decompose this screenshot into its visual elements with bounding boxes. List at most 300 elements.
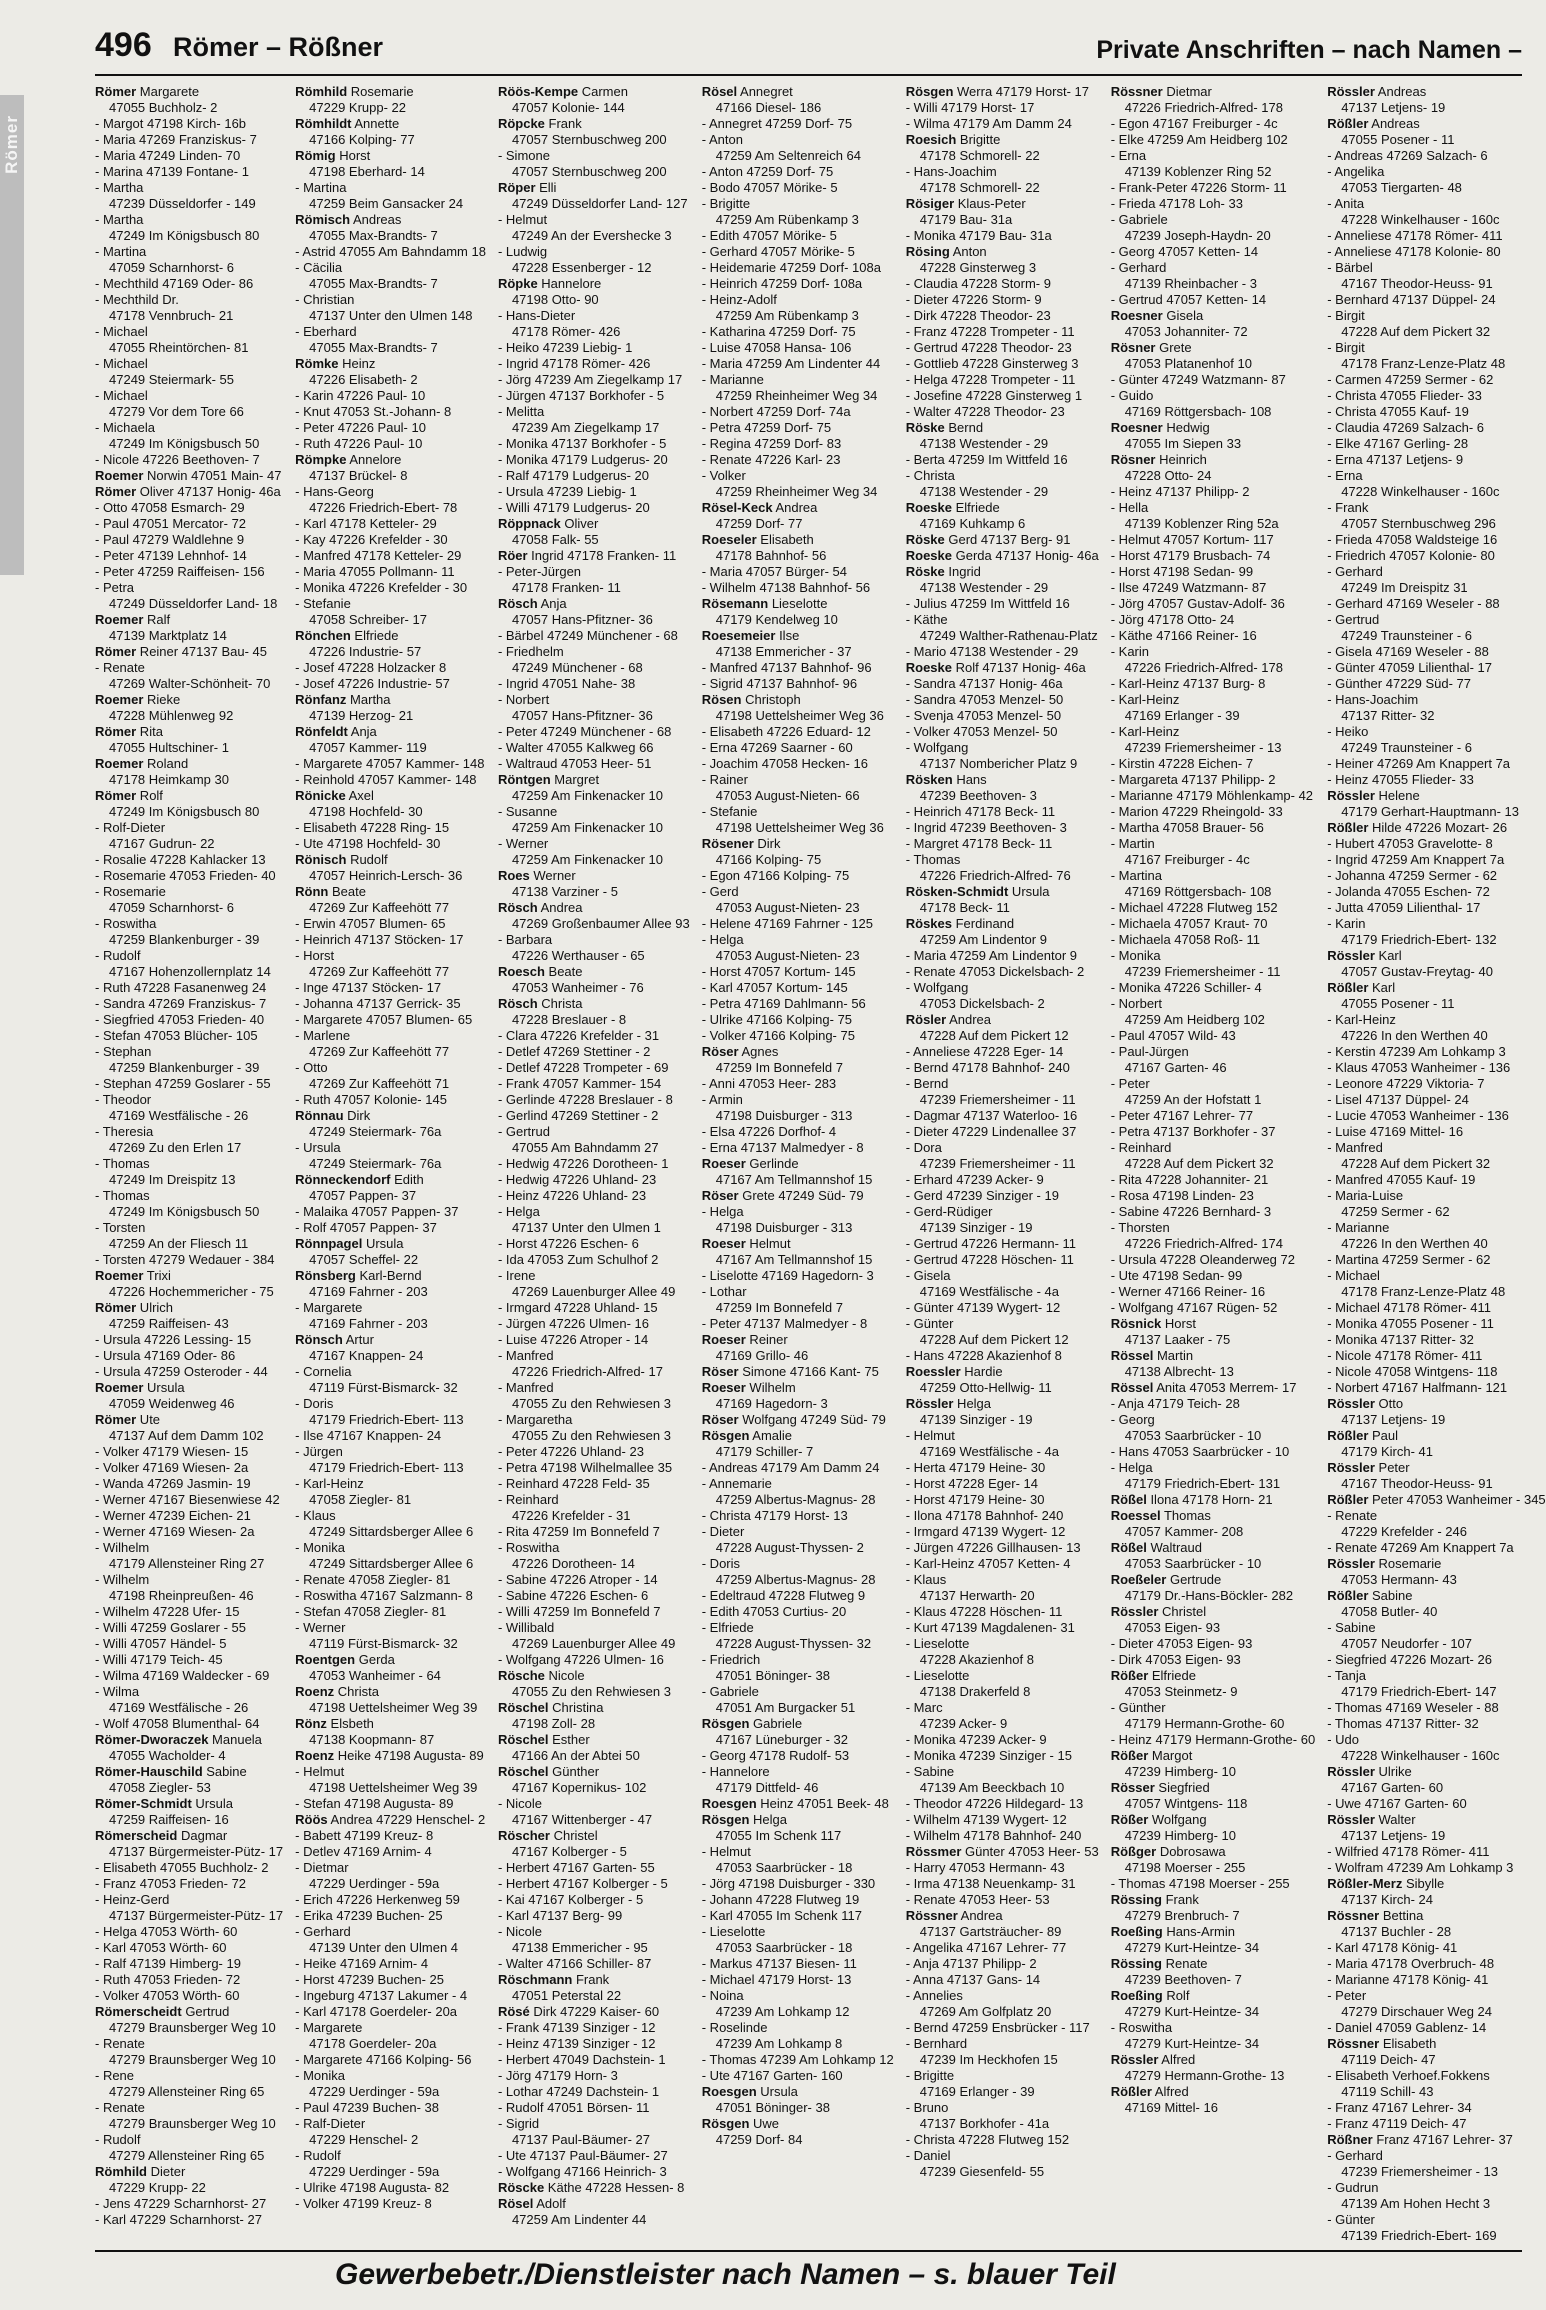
listing-subentry: - Elke 47259 Am Heidberg 102 (1110, 132, 1288, 147)
listing-entry (906, 84, 1099, 100)
listing-subentry: - Otto (295, 1060, 328, 1075)
listing-subentry: - Christa 47228 Flutweg 152 (905, 2132, 1070, 2147)
listing-entry (295, 1652, 486, 1668)
listing-address: 47166 Diesel- 186 (715, 100, 822, 115)
listing-subentry: - Rudolf (95, 2132, 141, 2147)
entry-details: Carmen (578, 84, 628, 99)
listing-address: 47198 Moerser - 255 (1124, 1860, 1246, 1875)
listing-address: 47167 Gudrun- 22 (109, 836, 215, 851)
listing-subentry: - Rosalie 47228 Kahlacker 13 (95, 852, 266, 867)
listing-entry (1327, 820, 1545, 836)
surname: Rösen (701, 692, 742, 707)
listing-subentry: - Paul 47239 Buchen- 38 (295, 2100, 439, 2115)
entry-details: Hannelore (537, 276, 602, 291)
listing-entry (498, 964, 690, 980)
listing-address: 47269 Zur Kaffeehött 77 (309, 1044, 450, 1059)
listing-entry (1111, 2084, 1316, 2100)
listing-address: 47198 Otto- 90 (511, 292, 599, 307)
entry-details: Ilse (775, 628, 800, 643)
listing-address: 47269 Zur Kaffeehött 77 (309, 964, 450, 979)
listing-subentry: - Willi 47057 Händel- 5 (95, 1636, 227, 1651)
listing-subentry: - Helga (497, 1204, 540, 1219)
surname: Römer (95, 484, 137, 499)
listing-subentry: - Anton 47259 Dorf- 75 (701, 164, 834, 179)
listing-subentry: - Ilona 47178 Bahnhof- 240 (905, 1508, 1064, 1523)
surname: Röschel (497, 1764, 549, 1779)
listing-address: 47137 Herwarth- 20 (919, 1588, 1035, 1603)
listing-subentry: - Dora (905, 1140, 942, 1155)
listing-entry (95, 2004, 283, 2020)
listing-subentry: - Walter 47166 Schiller- 87 (497, 1956, 652, 1971)
entry-details: Christa (537, 996, 583, 1011)
listing-entry (295, 1236, 486, 1252)
listing-subentry: - Gertrud 47057 Ketten- 14 (1110, 292, 1267, 307)
entry-details: Thomas (1160, 1508, 1211, 1523)
listing-subentry: - Nicole (497, 1796, 543, 1811)
listing-subentry: - Frank 47057 Kammer- 154 (497, 1076, 662, 1091)
entry-details: Andreas (1368, 116, 1420, 131)
listing-address: 47057 Sternbuschweg 200 (511, 132, 667, 147)
listing-subentry: - Hedwig 47226 Uhland- 23 (497, 1172, 657, 1187)
listing-subentry: - Stefan 47058 Ziegler- 81 (295, 1604, 447, 1619)
surname: Römhild (295, 84, 348, 99)
listing-entry (1327, 980, 1545, 996)
surname: Rösé (497, 2004, 530, 2019)
listing-subentry: - Monika 47226 Krefelder - 30 (295, 580, 468, 595)
listing-address: 47249 Düsseldorfer Land- 127 (511, 196, 688, 211)
listing-address: 47137 Letjens- 19 (1341, 1412, 1446, 1427)
listing-entry (295, 1268, 486, 1284)
listing-entry (702, 1428, 894, 1444)
listing-address: 47239 Friemersheimer - 11 (919, 1156, 1076, 1171)
listing-address: 47198 Zoll- 28 (511, 1716, 596, 1731)
listing-entry (1111, 2052, 1316, 2068)
listing-address: 47137 Letjens- 19 (1341, 100, 1446, 115)
listing-entry (498, 996, 690, 1012)
listing-entry (1327, 2132, 1545, 2148)
listing-subentry: - Werner 47169 Wiesen- 2a (95, 1524, 255, 1539)
listing-subentry: - Regina 47259 Dorf- 83 (701, 436, 842, 451)
entry-details: Otto (1374, 1396, 1404, 1411)
surname: Roeßeler (1110, 1572, 1167, 1587)
listing-entry (498, 516, 690, 532)
surname: Roessel (1110, 1508, 1161, 1523)
listing-address: 47249 Im Dreispitz 13 (109, 1172, 236, 1187)
listing-address: 47259 Sermer - 62 (1341, 1204, 1450, 1219)
listing-address: 47226 Friedrich-Alfred- 174 (1124, 1236, 1283, 1251)
listing-address: 47226 Elisabeth- 2 (309, 372, 418, 387)
surname: Rösemann (701, 596, 769, 611)
listing-entry (906, 1908, 1099, 1924)
listing-subentry: - Karl 47055 Im Schenk 117 (701, 1908, 862, 1923)
listing-subentry: - Jörg 47239 Am Ziegelkamp 17 (497, 372, 683, 387)
entry-details: Andrea (957, 1908, 1003, 1923)
listing-subentry: - Karl-Heinz (1110, 692, 1180, 707)
entry-details: Dagmar (177, 1828, 228, 1843)
listing-subentry: - Malaika 47057 Pappen- 37 (295, 1204, 459, 1219)
listing-address: 47137 Buchler - 28 (1341, 1924, 1452, 1939)
entry-details: Dieter (147, 2164, 186, 2179)
listing-subentry: - Melitta (497, 404, 545, 419)
listing-address: 47057 Hans-Pfitzner- 36 (511, 612, 653, 627)
listing-address: 47198 Uettelsheimer Weg 39 (309, 1700, 478, 1715)
listing-entry (498, 276, 690, 292)
surname: Römer (95, 1300, 137, 1315)
listing-subentry: - Karl-Heinz (295, 1476, 364, 1491)
listing-subentry: - Maria 47259 Am Lindenter 44 (701, 356, 881, 371)
listing-address: 47249 Traunsteiner - 6 (1341, 740, 1473, 755)
listing-subentry: - Heinrich 47259 Dorf- 108a (701, 276, 863, 291)
listing-subentry: - Michael 47179 Horst- 13 (701, 1972, 852, 1987)
entry-details: Bernd (944, 420, 984, 435)
listing-address: 47239 Beethoven- 7 (1124, 1972, 1242, 1987)
listing-subentry: - Bodo 47057 Mörike- 5 (701, 180, 838, 195)
listing-entry (295, 1812, 486, 1828)
listing-subentry: - Thomas (95, 1188, 150, 1203)
listing-entry (295, 212, 486, 228)
listing-entry (295, 628, 486, 644)
listing-subentry: - Karl 47178 Ketteler- 29 (295, 516, 437, 531)
listing-subentry: - Stefanie (701, 804, 758, 819)
listing-subentry: - Thomas 47239 Am Lohkamp 12 (701, 2052, 894, 2067)
listing-entry (906, 500, 1099, 516)
listing-address: 47167 Am Tellmannshof 15 (715, 1172, 873, 1187)
listing-address: 47226 Krefelder - 31 (511, 1508, 631, 1523)
listing-subentry: - Norbert (1110, 996, 1162, 1011)
listing-address: 47169 Erlanger - 39 (1124, 708, 1240, 723)
listing-entry (1111, 1540, 1316, 1556)
listing-address: 47053 Hermann- 43 (1341, 1572, 1457, 1587)
listing-address: 47169 Westfälische - 4a (919, 1284, 1059, 1299)
listing-column-4 (702, 84, 894, 2244)
entry-details: Esther (548, 1732, 590, 1747)
listing-subentry: - Erna (1110, 148, 1147, 163)
listing-subentry: - Johanna 47259 Sermer - 62 (1327, 868, 1498, 883)
listing-subentry: - Erna 47137 Malmedyer - 8 (701, 1140, 864, 1155)
listing-subentry: - Gerlinde 47228 Breslauer - 8 (497, 1092, 673, 1107)
listing-address: 47259 Am Lindentor 9 (919, 932, 1047, 947)
listing-address: 47053 Dickelsbach- 2 (919, 996, 1045, 1011)
listing-address: 47259 Albertus-Magnus- 28 (715, 1572, 876, 1587)
listing-subentry: - Nicole 47058 Wintgens- 118 (1327, 1364, 1498, 1379)
listing-subentry: - Renate (95, 660, 145, 675)
surname: Rössler (1327, 788, 1375, 803)
listing-subentry: - Klaus 47228 Höschen- 11 (905, 1604, 1063, 1619)
listing-entry (95, 1764, 283, 1780)
listing-address: 47259 Raiffeisen- 43 (109, 1316, 229, 1331)
listing-address: 47166 Kolping- 75 (715, 852, 822, 867)
listing-entry (1111, 340, 1316, 356)
entry-details: Margret (550, 772, 600, 787)
listing-subentry: - Margaretha (497, 1412, 573, 1427)
listing-subentry: - Michael 47178 Römer- 411 (1327, 1300, 1491, 1315)
listing-address: 47279 Vor dem Tore 66 (109, 404, 244, 419)
listing-subentry: - Kirstin 47228 Eichen- 7 (1110, 756, 1254, 771)
listing-subentry: - Ursula 47228 Oleanderweg 72 (1110, 1252, 1295, 1267)
listing-subentry: - Hannelore (701, 1764, 770, 1779)
listing-subentry: - Manfred 47137 Bahnhof- 96 (701, 660, 872, 675)
listing-address: 47269 Walter-Schönheit- 70 (109, 676, 271, 691)
listing-address: 47178 Römer- 426 (511, 324, 621, 339)
listing-address: 47138 Emmericher - 37 (715, 644, 852, 659)
listing-subentry: - Gertrud (497, 1124, 550, 1139)
listing-subentry: - Reinhard 47228 Feld- 35 (497, 1476, 650, 1491)
listing-subentry: - Heinz 47137 Philipp- 2 (1110, 484, 1250, 499)
listing-address: 47279 Allensteiner Ring 65 (109, 2148, 265, 2163)
listing-address: 47226 Friedrich-Alfred- 178 (1124, 100, 1283, 115)
listing-subentry: - Jens 47229 Scharnhorst- 27 (95, 2196, 267, 2211)
listing-address: 47167 Hohenzollernplatz 14 (109, 964, 271, 979)
listing-address: 47058 Schreiber- 17 (309, 612, 427, 627)
listing-address: 47239 Am Lohkamp 8 (715, 2036, 843, 2051)
surname: Rösken (905, 772, 953, 787)
listing-subentry: - Martin (1110, 836, 1155, 851)
listing-subentry: - Volker 47169 Wiesen- 2a (95, 1460, 249, 1475)
listing-address: 47228 Winkelhauser - 160c (1341, 1748, 1500, 1763)
listing-entry (95, 692, 283, 708)
listing-subentry: - Wilhelm 47139 Wygert- 12 (905, 1812, 1067, 1827)
listing-address: 47259 Dorf- 84 (715, 2132, 803, 2147)
listing-entry (1111, 1844, 1316, 1860)
listing-address: 47167 Kopernikus- 102 (511, 1780, 647, 1795)
listing-subentry: - Gertrud 47228 Theodor- 23 (905, 340, 1072, 355)
entry-details: Norwin 47051 Main- 47 (143, 468, 282, 483)
listing-subentry: - Detlev 47169 Arnim- 4 (295, 1844, 432, 1859)
listing-address: 47239 Am Lohkamp 12 (715, 2004, 850, 2019)
listing-subentry: - Mechthild Dr. (95, 292, 179, 307)
entry-details: Helga (953, 1396, 992, 1411)
listing-address: 47228 Ginsterweg 3 (919, 260, 1037, 275)
listing-subentry: - Peter 47226 Paul- 10 (295, 420, 426, 435)
entry-details: Ingrid 47178 Franken- 11 (527, 548, 677, 563)
surname: Roesner (1110, 308, 1163, 323)
listing-subentry: - Petra 47259 Dorf- 75 (701, 420, 832, 435)
listing-subentry: - Heiko 47239 Liebig- 1 (497, 340, 633, 355)
listing-subentry: - Peter-Jürgen (497, 564, 582, 579)
listing-subentry: - Hans-Joachim (905, 164, 997, 179)
listing-subentry: - Detlef 47228 Trompeter - 69 (497, 1060, 669, 1075)
surname: Rösnick (1110, 1316, 1162, 1331)
listing-subentry: - Liselotte 47169 Hagedorn- 3 (701, 1268, 874, 1283)
listing-subentry: - Klaus 47053 Wanheimer - 136 (1327, 1060, 1511, 1075)
listing-address: 47239 Giesenfeld- 55 (919, 2164, 1045, 2179)
surname: Rößer (1110, 1812, 1149, 1827)
listing-address: 47179 Friedrich-Ebert- 147 (1341, 1684, 1497, 1699)
entry-details: Annette (351, 116, 400, 131)
listing-subentry: - Wilhelm 47228 Ufer- 15 (95, 1604, 240, 1619)
listing-entry (1111, 1988, 1316, 2004)
listing-subentry: - Rolf 47057 Pappen- 37 (295, 1220, 437, 1235)
edge-tab-label: Römer (2, 115, 21, 174)
listing-entry (1111, 1380, 1316, 1396)
section-heading: Private Anschriften – nach Namen – (1096, 36, 1522, 64)
listing-subentry: - Rolf-Dieter (95, 820, 166, 835)
listing-subentry: - Roswitha (95, 916, 157, 931)
listing-subentry: - Ursula 47226 Lessing- 15 (95, 1332, 252, 1347)
listing-subentry: - Ruth 47057 Kolonie- 145 (295, 1092, 447, 1107)
listing-address: 47137 Letjens- 19 (1341, 1828, 1446, 1843)
listing-address: 47239 Joseph-Haydn- 20 (1124, 228, 1271, 243)
listing-subentry: - Heinz 47226 Uhland- 23 (497, 1188, 647, 1203)
listing-subentry: - Roswitha (1110, 2020, 1173, 2035)
listing-subentry: - Martha (95, 212, 144, 227)
entry-details: Grete 47249 Süd- 79 (738, 1188, 864, 1203)
listing-subentry: - Kerstin 47239 Am Lohkamp 3 (1327, 1044, 1506, 1059)
listing-subentry: - Dieter 47226 Storm- 9 (905, 292, 1042, 307)
listing-entry (295, 1332, 486, 1348)
listing-subentry: - Karin (1327, 916, 1366, 931)
listing-subentry: - Kay 47226 Krefelder - 30 (295, 532, 448, 547)
listing-address: 47259 Blankenburger - 39 (109, 1060, 260, 1075)
listing-address: 47053 August-Nieten- 23 (715, 900, 860, 915)
listing-subentry: - Gabriele (701, 1684, 759, 1699)
listing-subentry: - Günter (905, 1316, 954, 1331)
listing-address: 47226 Hochemmericher - 75 (109, 1284, 274, 1299)
listing-address: 47178 Vennbruch- 21 (109, 308, 234, 323)
listing-entry (498, 596, 690, 612)
listing-address: 47198 Eberhard- 14 (309, 164, 425, 179)
listing-subentry: - Paul 47057 Wild- 43 (1110, 1028, 1236, 1043)
listing-address: 47178 Franz-Lenze-Platz 48 (1341, 356, 1506, 371)
entry-details: Karl-Bernd (355, 1268, 422, 1283)
entry-details: Dobrosawa (1156, 1844, 1226, 1859)
entry-details: Christa (334, 1684, 379, 1699)
listing-subentry: - Christian (295, 292, 355, 307)
listing-subentry: - Wolfgang (905, 980, 969, 995)
listing-subentry: - Claudia 47269 Salzach- 6 (1327, 420, 1485, 435)
listing-subentry: - Rita 47228 Johanniter- 21 (1110, 1172, 1269, 1187)
listing-entry (1111, 420, 1316, 436)
listing-entry (1111, 1508, 1316, 1524)
entry-details: Martin (1153, 1348, 1194, 1363)
listing-address: 47239 Friemersheimer - 11 (919, 1092, 1076, 1107)
listing-entry (95, 1380, 283, 1396)
listing-subentry: - Sabine 47226 Atroper - 14 (497, 1572, 658, 1587)
listing-entry (95, 1412, 283, 1428)
listing-subentry: - Walter 47055 Kalkweg 66 (497, 740, 654, 755)
entry-details: Günter 47053 Heer- 53 (961, 1844, 1099, 1859)
entry-details: Sabine (1368, 1588, 1413, 1603)
listing-address: 47138 Westender - 29 (919, 436, 1049, 451)
entry-details: Sabine (202, 1764, 247, 1779)
listing-subentry: - Hans-Dieter (497, 308, 576, 323)
listing-subentry: - Knut 47053 St.-Johann- 8 (295, 404, 452, 419)
listing-subentry: - Karl 47178 Goerdeler- 20a (295, 2004, 458, 2019)
listing-subentry: - Werner 47166 Reiner- 16 (1110, 1284, 1266, 1299)
listing-subentry: - Manfred 47055 Kauf- 19 (1327, 1172, 1476, 1187)
surname: Röser (701, 1412, 739, 1427)
listing-subentry: - Andreas 47179 Am Damm 24 (701, 1460, 880, 1475)
listing-subentry: - Herta 47179 Heine- 30 (905, 1460, 1046, 1475)
listing-address: 47228 Auf dem Pickert 32 (1341, 324, 1491, 339)
listing-subentry: - Elke 47167 Gerling- 28 (1327, 436, 1469, 451)
listing-subentry: - Christa 47055 Flieder- 33 (1327, 388, 1482, 403)
listing-subentry: - Christa 47179 Horst- 13 (701, 1508, 848, 1523)
listing-subentry: - Torsten 47279 Wedauer - 384 (95, 1252, 275, 1267)
listing-address: 47249 Sittardsberger Allee 6 (309, 1524, 474, 1539)
listing-subentry: - Sabine 47226 Bernhard- 3 (1110, 1204, 1272, 1219)
surname: Römke (295, 356, 339, 371)
surname: Rößler-Merz (1327, 1876, 1403, 1891)
listing-subentry: - Helmut (905, 1428, 955, 1443)
listing-subentry: - Monika 47137 Ritter- 32 (1327, 1332, 1474, 1347)
listing-subentry: - Ingeburg 47137 Lakumer - 4 (295, 1988, 468, 2003)
entry-details: Horst (335, 148, 371, 163)
listing-subentry: - Irma 47138 Neuenkamp- 31 (905, 1876, 1076, 1891)
listing-address: 47259 Im Bonnefeld 7 (715, 1300, 843, 1315)
surname: Roesemeier (701, 628, 776, 643)
listing-subentry: - Bernd (905, 1076, 949, 1091)
listing-address: 47138 Albrecht- 13 (1124, 1364, 1234, 1379)
entry-details: Frank (1162, 1892, 1199, 1907)
listing-address: 47226 Friedrich-Alfred- 76 (919, 868, 1071, 883)
listing-address: 47053 Eigen- 93 (1124, 1620, 1221, 1635)
listing-subentry: - Michaela 47058 Roß- 11 (1110, 932, 1261, 947)
surname: Rösch (497, 900, 538, 915)
listing-subentry: - Jürgen 47226 Ulmen- 16 (497, 1316, 649, 1331)
listing-address: 47053 August-Nieten- 23 (715, 948, 860, 963)
listing-address: 47259 Am Rübenkamp 3 (715, 308, 859, 323)
listing-subentry: - Lieselotte (701, 1924, 766, 1939)
listing-entry (1111, 84, 1316, 100)
listing-entry (1111, 1604, 1316, 1620)
listing-entry (702, 1364, 894, 1380)
listing-subentry: - Karl-Heinz 47057 Ketten- 4 (905, 1556, 1071, 1571)
listing-entry (702, 1412, 894, 1428)
listing-address: 47051 Am Burgacker 51 (715, 1700, 856, 1715)
surname: Rößler (1327, 116, 1369, 131)
listing-subentry: - Christa (905, 468, 955, 483)
listing-address: 47239 Himberg- 10 (1124, 1828, 1236, 1843)
listing-subentry: - Johann 47228 Flutweg 19 (701, 1892, 860, 1907)
listing-entry (702, 532, 894, 548)
listing-subentry: - Manfred 47178 Ketteler- 29 (295, 548, 462, 563)
listing-address: 47178 Franken- 11 (511, 580, 621, 595)
listing-subentry: - Wilhelm 47138 Bahnhof- 56 (701, 580, 871, 595)
listing-subentry: - Manfred (497, 1348, 554, 1363)
listing-address: 47167 Garten- 60 (1341, 1780, 1444, 1795)
listing-address: 47229 Uerdinger - 59a (309, 2084, 440, 2099)
entry-details: Uwe (749, 2116, 780, 2131)
listing-address: 47169 Erlanger - 39 (919, 2084, 1035, 2099)
listing-subentry: - Elisabeth 47228 Ring- 15 (295, 820, 450, 835)
entry-details: Rudolf (346, 852, 388, 867)
entry-details: Ralf (143, 612, 171, 627)
listing-entry (498, 116, 690, 132)
surname: Römerscheidt (95, 2004, 182, 2019)
surname: Römer (95, 84, 137, 99)
entry-details: Wolfgang (1148, 1812, 1207, 1827)
listing-subentry: - Gerhard (295, 1924, 351, 1939)
listing-address: 47269 Zur Kaffeehött 77 (309, 900, 450, 915)
listing-address: 47059 Weidenweg 46 (109, 1396, 235, 1411)
listing-address: 47226 Werthauser - 65 (511, 948, 645, 963)
listing-address: 47138 Westender - 29 (919, 484, 1049, 499)
listing-address: 47055 Max-Brandts- 7 (309, 228, 438, 243)
listing-subentry: - Margarete 47057 Blumen- 65 (295, 1012, 473, 1027)
listing-subentry: - Sabine 47226 Eschen- 6 (497, 1588, 649, 1603)
listing-subentry: - Günther (1110, 1700, 1166, 1715)
listing-address: 47239 Im Heckhofen 15 (919, 2052, 1058, 2067)
listing-subentry: - Uwe 47167 Garten- 60 (1327, 1796, 1467, 1811)
surname: Rößler (1327, 820, 1369, 835)
listing-subentry: - Anja 47179 Teich- 28 (1110, 1396, 1240, 1411)
listing-subentry: - Tanja (1327, 1668, 1366, 1683)
listing-address: 47179 Kendelweg 10 (715, 612, 838, 627)
listing-address: 47137 Bürgermeister-Pütz- 17 (109, 1908, 284, 1923)
surname: Roeßing (1110, 1988, 1163, 2003)
listing-address: 47259 Albertus-Magnus- 28 (715, 1492, 876, 1507)
